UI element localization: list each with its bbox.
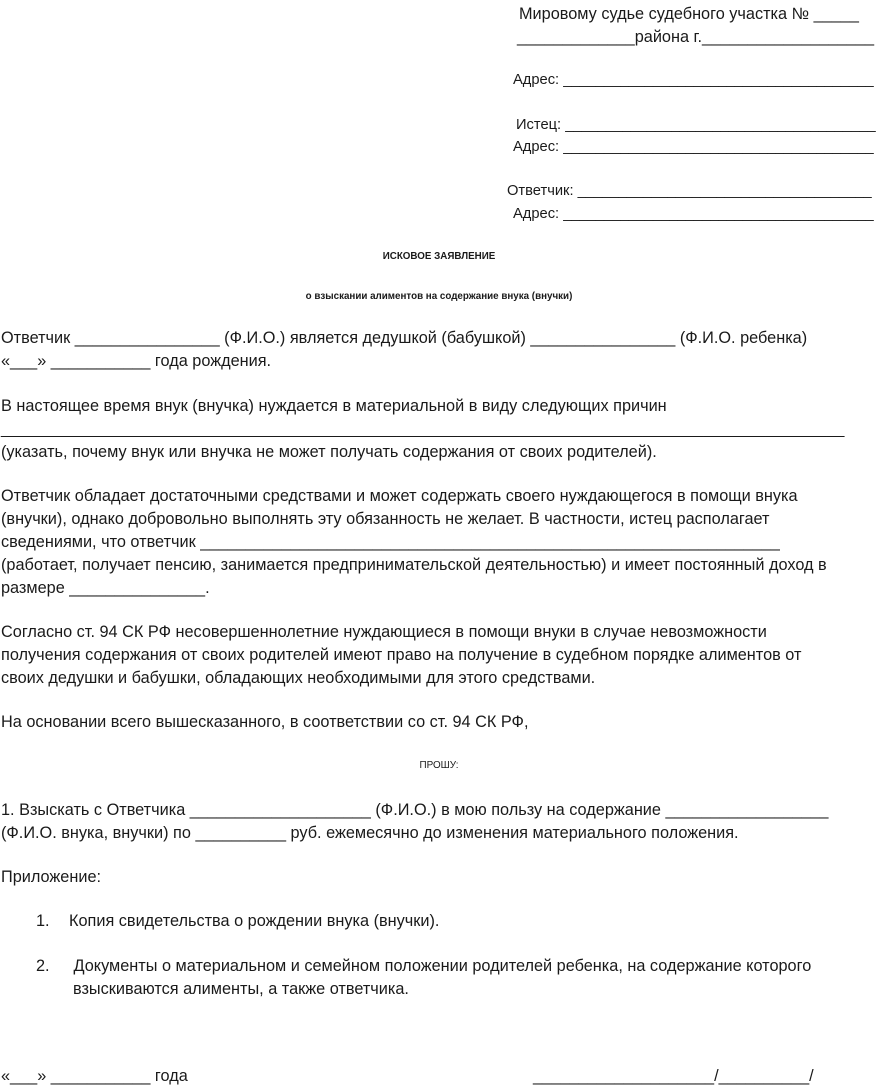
- attachment-2-text-cont: взыскиваются алименты, а также ответчика.: [73, 980, 409, 998]
- header-court-address: Адрес: ______________________________________: [513, 72, 874, 88]
- paragraph-reason-hint: (указать, почему внук или внучка не может получать содержания от своих родителей).: [1, 443, 657, 461]
- paragraph-law-line2: получения содержания от своих родителей имеют право на получение в судебном порядке алиментов от: [1, 646, 802, 664]
- request-item-1-line2: (Ф.И.О. внука, внучки) по __________ руб. ежемесячно до изменения материального положения.: [1, 824, 739, 842]
- header-district-line: _____________района г.___________________: [517, 28, 875, 46]
- paragraph-law-line1: Согласно ст. 94 СК РФ несовершеннолетние нуждающиеся в помощи внуки в случае невозможности: [1, 623, 767, 641]
- paragraph-law-line3: своих дедушки и бабушки, обладающих необходимыми для этого средствами.: [1, 669, 596, 687]
- paragraph-means-line5: размере _______________.: [1, 579, 210, 597]
- attachments-heading: Приложение:: [1, 868, 102, 886]
- footer-date: «___» ___________ года: [1, 1067, 188, 1085]
- header-defendant: Ответчик: ____________________________________: [507, 183, 872, 199]
- attachment-2-number: 2.: [36, 957, 50, 975]
- attachment-2-text: Документы о материальном и семейном положении родителей ребенка, на содержание которого: [69, 957, 812, 975]
- header-court-line: Мировому судье судебного участка № _____: [519, 5, 859, 23]
- footer-signature: ____________________/__________/: [533, 1067, 814, 1085]
- paragraph-defendant-relation: Ответчик ________________ (Ф.И.О.) является дедушкой (бабушкой) ________________ (Ф.И.О. ребенка): [1, 329, 808, 347]
- paragraph-means-line3: сведениями, что ответчик ________________________________________________________________: [1, 533, 780, 551]
- document-subtitle: о взыскании алиментов на содержание внука (внучки): [305, 291, 573, 302]
- attachment-1-number: 1.: [36, 912, 50, 930]
- paragraph-means-line1: Ответчик обладает достаточными средствами и может содержать своего нуждающегося в помощи внука: [1, 487, 798, 505]
- header-plaintiff: Истец: ______________________________________: [516, 117, 876, 133]
- request-heading: ПРОШУ:: [419, 760, 459, 771]
- paragraph-means-line2: (внучки), однако добровольно выполнять эту обязанность не желает. В частности, истец располагает: [1, 510, 770, 528]
- paragraph-means-line4: (работает, получает пенсию, занимается предпринимательской деятельностью) и имеет постоянный доход в: [1, 556, 827, 574]
- attachment-1-text: Копия свидетельства о рождении внука (внучки).: [69, 912, 440, 930]
- paragraph-need-reason: В настоящее время внук (внучка) нуждается в материальной в виду следующих причин: [1, 397, 667, 415]
- header-defendant-address: Адрес: ______________________________________: [513, 206, 874, 222]
- paragraph-reason-blank: ________________________________________________________________________________________________: [1, 421, 845, 438]
- request-item-1-line1: 1. Взыскать с Ответчика ____________________ (Ф.И.О.) в мою пользу на содержание __________________: [1, 801, 829, 819]
- document-title: ИСКОВОЕ ЗАЯВЛЕНИЕ: [382, 251, 496, 262]
- header-plaintiff-address: Адрес: ______________________________________: [513, 139, 874, 155]
- paragraph-birth-date: «___» ___________ года рождения.: [1, 352, 272, 370]
- paragraph-basis: На основании всего вышесказанного, в соответствии со ст. 94 СК РФ,: [1, 713, 529, 731]
